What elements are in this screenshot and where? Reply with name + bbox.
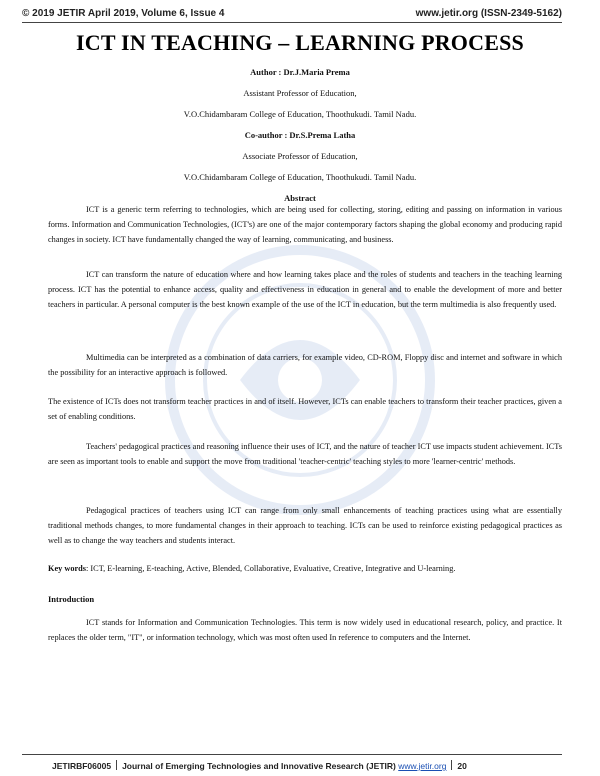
footer-page-number: 20 bbox=[457, 761, 467, 771]
abstract-paragraph-2: ICT can transform the nature of education where and how learning takes place and the roles of students and teachers in the teaching learning process. ICT has the potential to enhance access, quality and effectiveness in education in general and to enable the development of more and better teachers in particular. A personal computer is the best known example of the use of the ICT in education, but the term multimedia is also frequently used. bbox=[48, 270, 562, 309]
abstract-paragraph-3: Multimedia can be interpreted as a combination of data carriers, for example video, CD-ROM, Floppy disc and internet and software in which the possibility for an interactive approach is followed. bbox=[48, 353, 562, 377]
abstract-paragraph-5: Teachers' pedagogical practices and reasoning influence their uses of ICT, and the nature of teacher ICT use impacts student achievement. ICTs are seen as important tools to enable and support the move from traditional 'teacher-centric' teaching styles to more 'learner-centric' methods. bbox=[48, 442, 562, 466]
coauthor-affiliation: V.O.Chidambaram College of Education, Thoothukudi. Tamil Nadu. bbox=[183, 172, 417, 182]
header-citation: © 2019 JETIR April 2019, Volume 6, Issue 4 bbox=[22, 8, 225, 19]
coauthor-position: Associate Professor of Education, bbox=[242, 151, 358, 161]
footer-separator bbox=[451, 760, 452, 770]
footer-separator bbox=[116, 760, 117, 770]
header-website: www.jetir.org (ISSN-2349-5162) bbox=[415, 8, 562, 19]
introduction-heading: Introduction bbox=[48, 594, 95, 604]
coauthor-name: Co-author : Dr.S.Prema Latha bbox=[244, 130, 356, 140]
footer-divider bbox=[22, 754, 562, 755]
page-footer bbox=[52, 760, 467, 771]
author-affiliation: V.O.Chidambaram College of Education, Thoothukudi. Tamil Nadu. bbox=[183, 109, 417, 119]
footer-paper-code: JETIRBF06005 bbox=[52, 761, 112, 771]
keywords bbox=[48, 562, 562, 577]
author-name: Author : Dr.J.Maria Prema bbox=[250, 67, 350, 77]
footer-journal-name: Journal of Emerging Technologies and Innovative Research (JETIR) bbox=[122, 761, 396, 771]
abstract-paragraph-1: ICT is a generic term referring to technologies, which are being used for collecting, storing, editing and passing on information in various forms. Information and Communication Technologies, (ICT's) are one of the major contemporary factors shaping the global economy and producing rapid changes in society. ICT have fundamentally changed the way of learning, communicating, and business. bbox=[48, 205, 562, 244]
abstract-paragraph-6: Pedagogical practices of teachers using ICT can range from only small enhancements of teaching practices using what are essentially traditional methods changes, to more fundamental changes in their approach to teaching. ICTs can be used to reinforce existing pedagogical practices as well as to change the way teachers and students interact. bbox=[48, 506, 562, 545]
paper-title: ICT IN TEACHING – LEARNING PROCESS bbox=[76, 30, 524, 55]
page-header bbox=[22, 8, 562, 22]
footer-website-link[interactable]: www.jetir.org bbox=[398, 761, 447, 771]
abstract-heading: Abstract bbox=[284, 193, 316, 203]
introduction-paragraph-1: ICT stands for Information and Communication Technologies. This term is now widely used in educational research, policy, and practice. It replaces the older term, "IT", or information technology, which was most often used In reference to computers and the Internet. bbox=[48, 618, 562, 642]
author-position: Assistant Professor of Education, bbox=[243, 88, 357, 98]
abstract-paragraph-4: The existence of ICTs does not transform teacher practices in and of itself. However, ICTs can enable teachers to transform their teacher practices, given a set of enabling conditions. bbox=[48, 397, 562, 421]
keywords-text: : ICT, E-learning, E-teaching, Active, Blended, Collaborative, Evaluative, Creative, Integrative and U-learning. bbox=[86, 564, 456, 573]
keywords-label: Key words bbox=[48, 564, 87, 573]
header-divider bbox=[22, 22, 562, 23]
